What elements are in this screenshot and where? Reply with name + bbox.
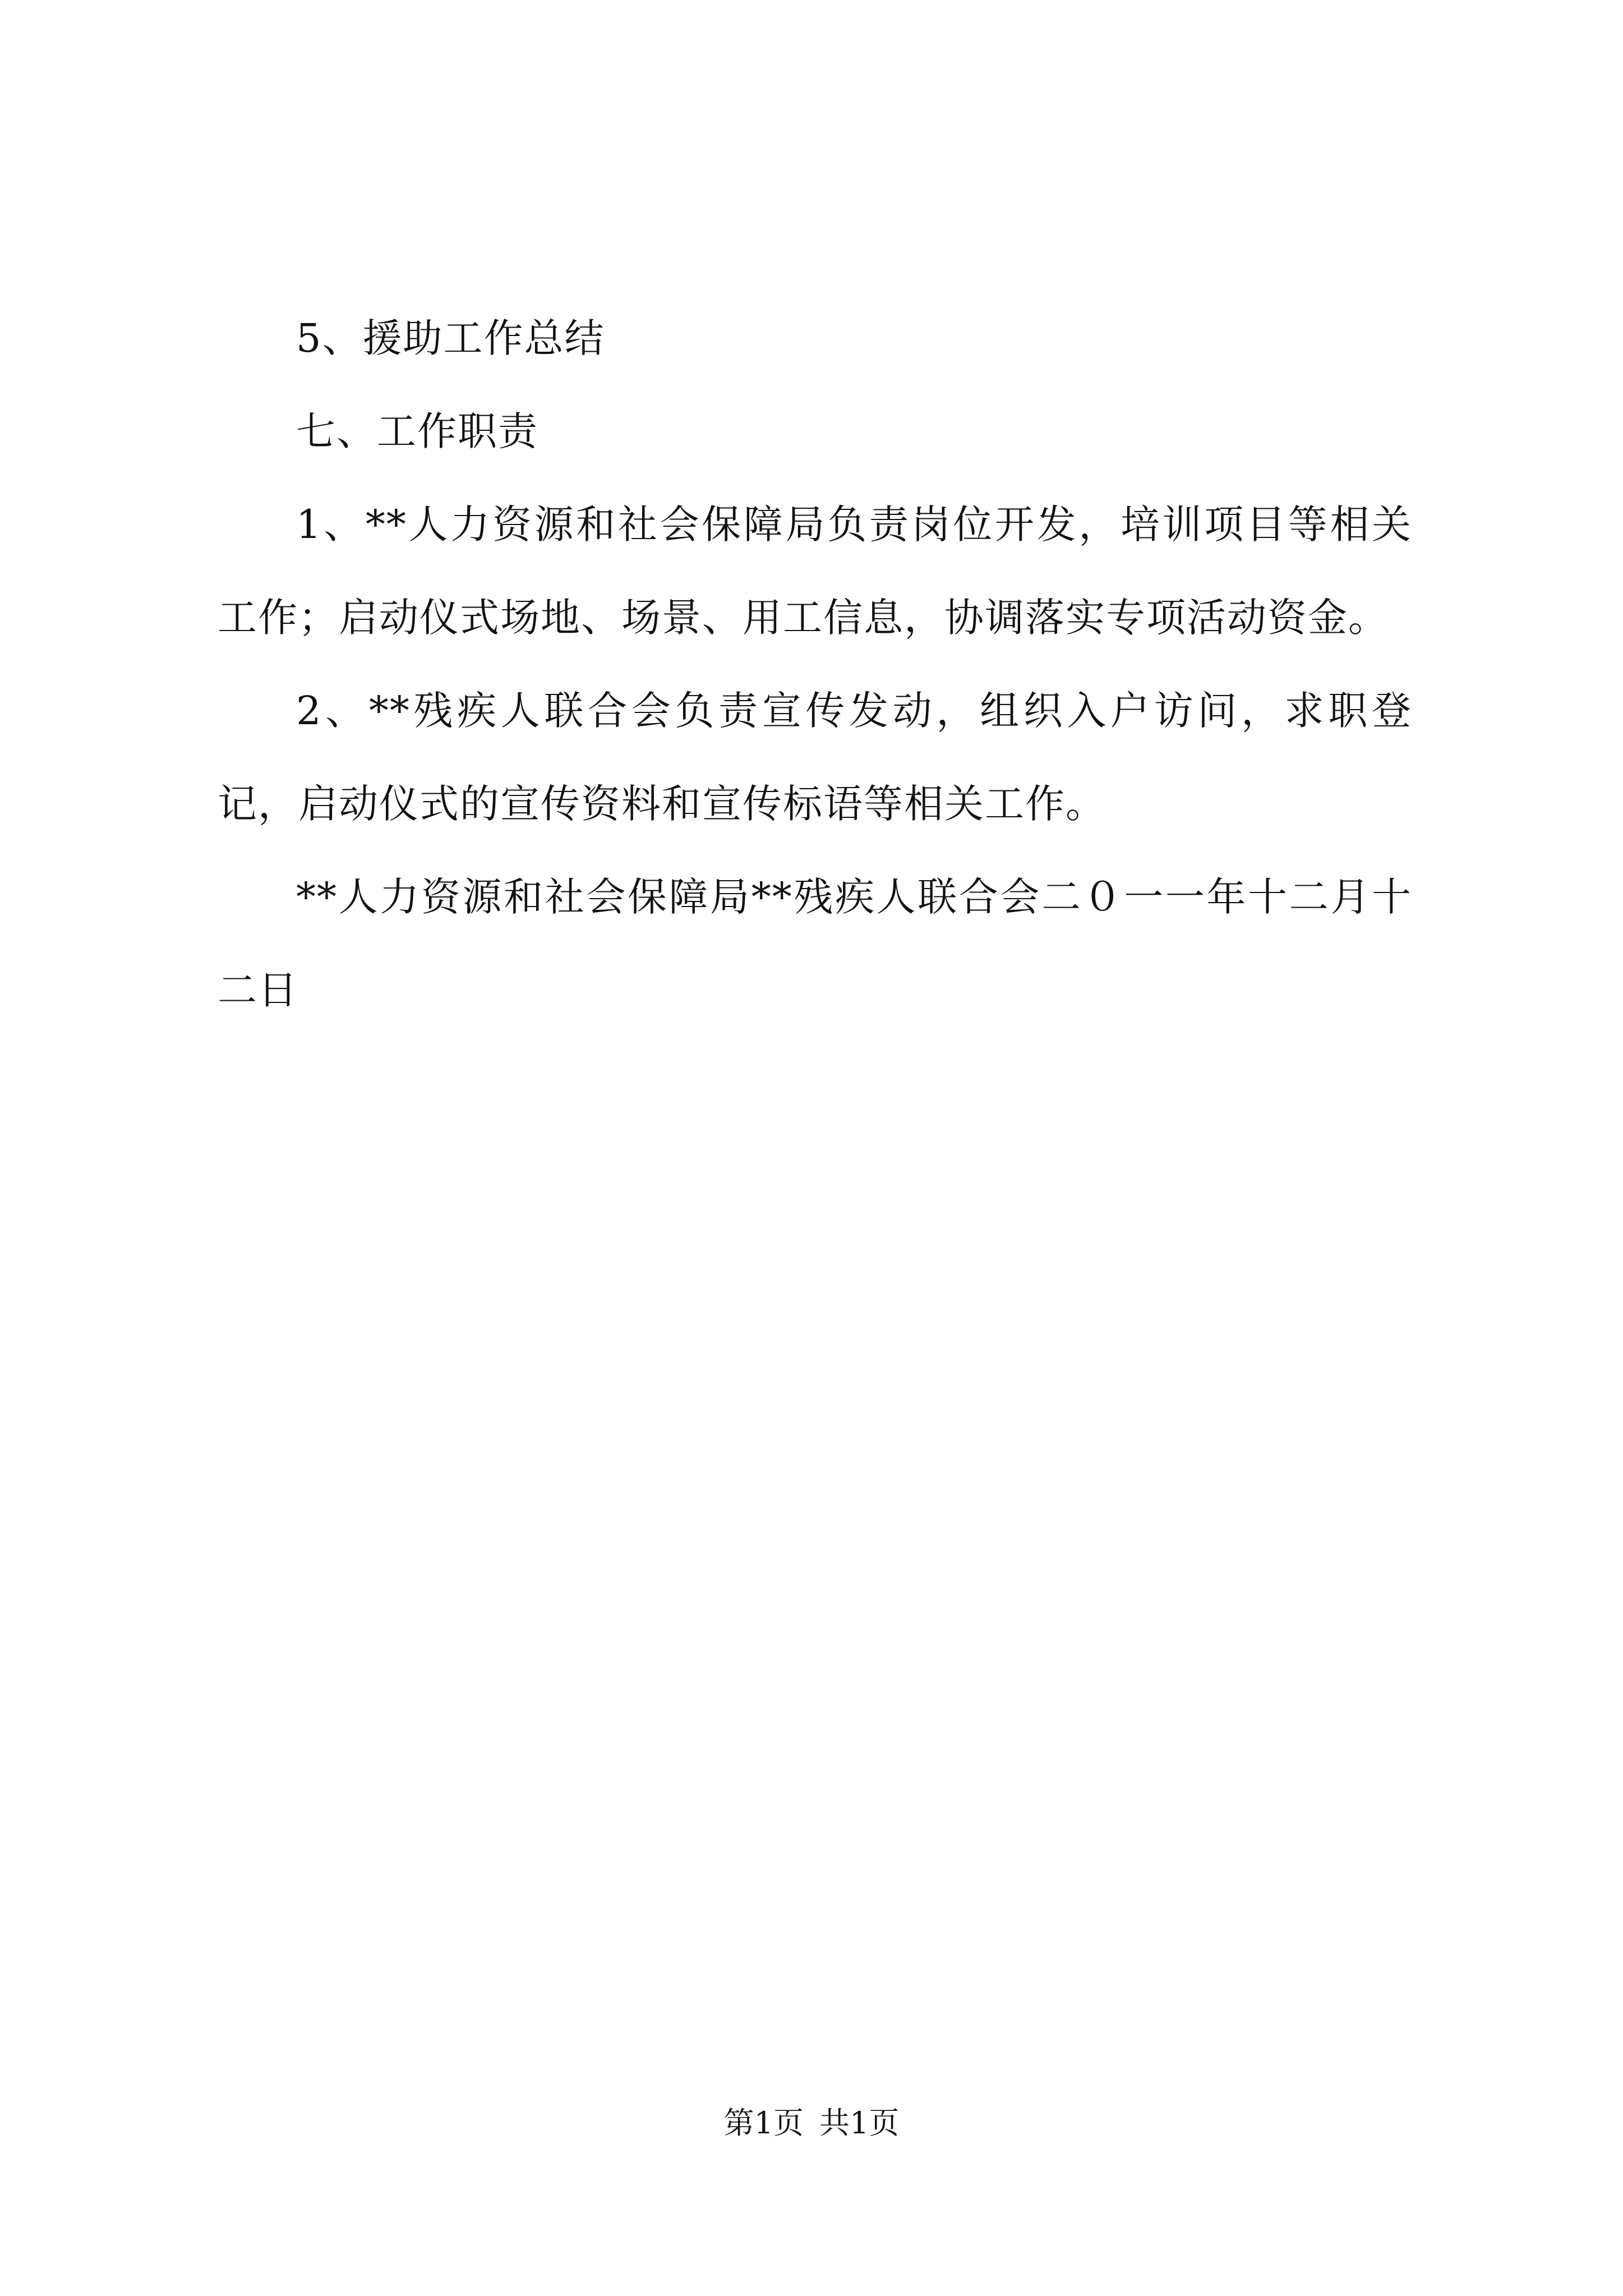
page-number: 第1页 <box>723 2105 804 2141</box>
page-total: 共1页 <box>819 2105 900 2141</box>
paragraph-duty-1: 1、**人力资源和社会保障局负责岗位开发，培训项目等相关工作；启动仪式场地、场景、用工信息，协调落实专项活动资金。 <box>218 501 1412 641</box>
paragraph-section-heading-duties: 七、工作职责 <box>296 408 538 454</box>
page-footer <box>0 2101 1623 2146</box>
paragraph-section-5: 5、援助工作总结 <box>296 315 605 361</box>
paragraph-signature-date: **人力资源和社会保障局**残疾人联合会二０一一年十二月十二日 <box>218 874 1412 1013</box>
paragraph-duty-2: 2、**残疾人联合会负责宣传发动，组织入户访问，求职登记，启动仪式的宣传资料和宣传标语等相关工作。 <box>218 688 1412 827</box>
document-body <box>218 292 1412 1037</box>
